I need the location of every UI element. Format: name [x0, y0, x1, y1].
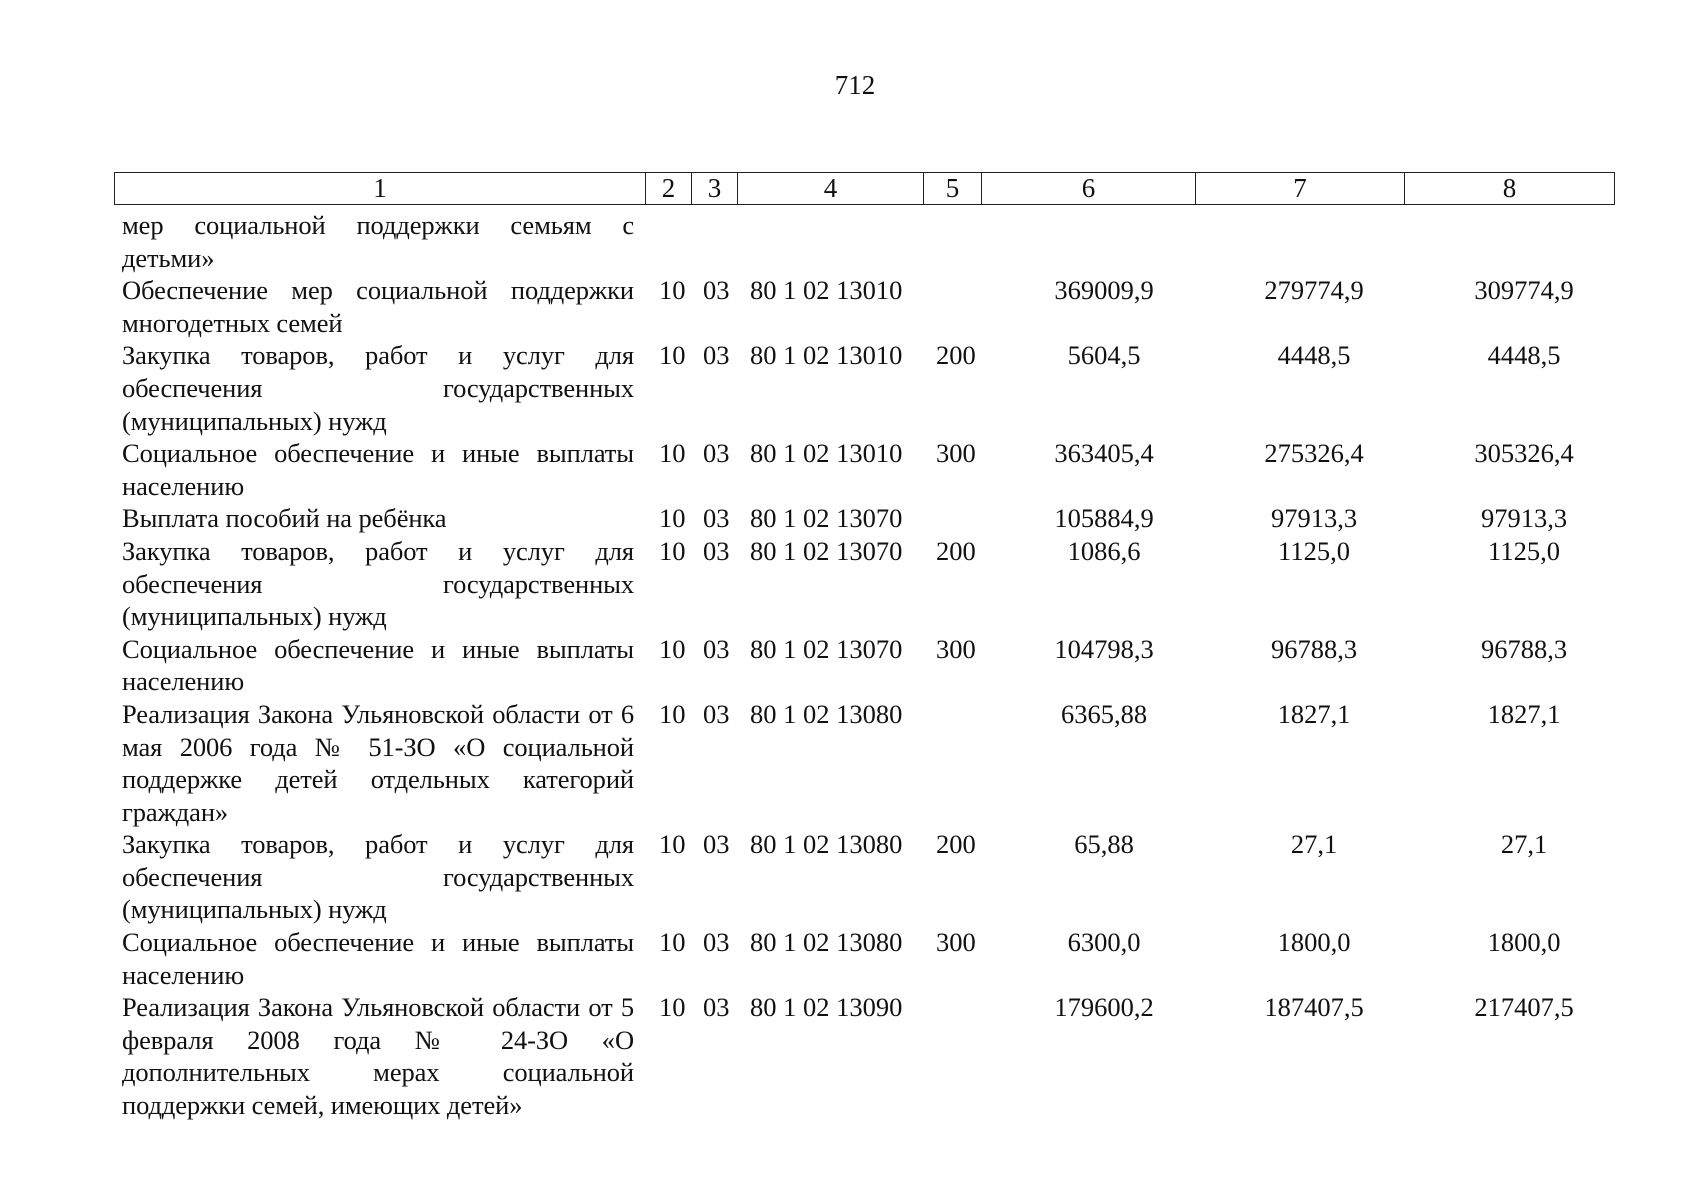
amount-col-6: 369009,9: [1054, 275, 1154, 306]
subsection-code: 03: [703, 992, 730, 1023]
target-article-code: 80 1 02 13070: [750, 535, 903, 566]
expense-type-code: 200: [936, 340, 976, 371]
table-row: [114, 274, 1574, 339]
amount-col-7: 1800,0: [1277, 927, 1351, 958]
section-code: 10: [659, 829, 686, 860]
amount-col-8: 1800,0: [1487, 927, 1561, 958]
table-row: [114, 991, 1574, 1121]
section-code: 10: [659, 698, 686, 729]
table-body: [114, 209, 1574, 1122]
row-description: Социальное обеспечение и иные выплаты населению: [122, 633, 634, 697]
amount-col-8: 27,1: [1500, 829, 1548, 860]
section-code: 10: [659, 275, 686, 306]
header-col-5: 5: [924, 173, 982, 205]
subsection-code: 03: [703, 275, 730, 306]
section-code: 10: [659, 633, 686, 664]
amount-col-6: 105884,9: [1054, 503, 1154, 534]
page-number: 712: [834, 70, 876, 100]
amount-col-8: 96788,3: [1480, 633, 1568, 664]
row-description: Выплата пособий на ребёнка: [122, 503, 447, 534]
table-row: [114, 926, 1561, 991]
header-col-3: 3: [692, 173, 738, 205]
section-code: 10: [659, 340, 686, 371]
table-row: [114, 339, 1561, 437]
subsection-code: 03: [703, 633, 730, 664]
target-article-code: 80 1 02 13080: [750, 829, 903, 860]
row-description: Социальное обеспечение и иные выплаты населению: [122, 438, 634, 501]
target-article-code: 80 1 02 13070: [750, 633, 903, 664]
table-header: [114, 172, 1615, 205]
subsection-code: 03: [703, 829, 730, 860]
section-code: 10: [659, 535, 686, 566]
amount-col-6: 6300,0: [1067, 927, 1141, 958]
amount-col-6: 6365,88: [1060, 698, 1148, 729]
section-code: 10: [659, 503, 686, 534]
table-row: [114, 209, 634, 274]
header-col-1: 1: [115, 173, 646, 205]
amount-col-7: 27,1: [1290, 829, 1338, 860]
subsection-code: 03: [703, 927, 730, 958]
header-col-6: 6: [982, 173, 1196, 205]
target-article-code: 80 1 02 13010: [750, 438, 903, 469]
amount-col-6: 363405,4: [1054, 438, 1154, 469]
expense-type-code: 300: [936, 633, 976, 664]
header-col-8: 8: [1405, 173, 1615, 205]
target-article-code: 80 1 02 13090: [750, 992, 903, 1023]
subsection-code: 03: [703, 438, 730, 469]
row-description: Реализация Закона Ульяновской области от 5 февраля 2008 года № 24-ЗО «О дополнительных мерах социальной поддержки семей, имеющих детей»: [122, 992, 634, 1121]
row-description: Реализация Закона Ульяновской области от 6 мая 2006 года № 51-ЗО «О социальной поддержке детей отдельных категорий граждан»: [122, 698, 634, 827]
row-description: Закупка товаров, работ и услуг для обеспечения государственных (муниципальных) нужд: [122, 340, 634, 436]
header-col-7: 7: [1196, 173, 1405, 205]
amount-col-7: 1827,1: [1277, 698, 1351, 729]
amount-col-8: 217407,5: [1474, 992, 1574, 1023]
header-col-4: 4: [738, 173, 924, 205]
amount-col-6: 65,88: [1074, 829, 1134, 860]
amount-col-8: 1125,0: [1488, 535, 1560, 566]
expense-type-code: 200: [936, 535, 976, 566]
table-row: [114, 633, 1568, 698]
target-article-code: 80 1 02 13010: [750, 275, 903, 306]
row-description: Обеспечение мер социальной поддержки многодетных семей: [122, 275, 634, 338]
amount-col-8: 1827,1: [1487, 698, 1561, 729]
amount-col-6: 5604,5: [1067, 340, 1141, 371]
table-row: [114, 698, 1561, 828]
amount-col-7: 96788,3: [1270, 633, 1358, 664]
header-col-2: 2: [646, 173, 692, 205]
amount-col-7: 275326,4: [1264, 438, 1364, 469]
subsection-code: 03: [703, 340, 730, 371]
subsection-code: 03: [703, 698, 730, 729]
amount-col-7: 1125,0: [1278, 535, 1350, 566]
table-row: [114, 535, 1560, 633]
table-row: [114, 437, 1574, 502]
amount-col-7: 4448,5: [1277, 340, 1351, 371]
amount-col-6: 179600,2: [1054, 992, 1154, 1023]
amount-col-6: 104798,3: [1054, 633, 1154, 664]
subsection-code: 03: [703, 503, 730, 534]
target-article-code: 80 1 02 13080: [750, 927, 903, 958]
row-description: Закупка товаров, работ и услуг для обеспечения государственных (муниципальных) нужд: [122, 535, 634, 632]
target-article-code: 80 1 02 13070: [750, 503, 903, 534]
section-code: 10: [659, 992, 686, 1023]
subsection-code: 03: [703, 535, 730, 566]
amount-col-7: 187407,5: [1264, 992, 1364, 1023]
target-article-code: 80 1 02 13010: [750, 340, 903, 371]
row-description: мер социальной поддержки семьям с детьми»: [122, 210, 634, 273]
amount-col-6: 1086,6: [1067, 535, 1141, 566]
amount-col-7: 279774,9: [1264, 275, 1364, 306]
row-description: Социальное обеспечение и иные выплаты населению: [122, 927, 634, 990]
row-description: Закупка товаров, работ и услуг для обеспечения государственных (муниципальных) нужд: [122, 829, 634, 925]
expense-type-code: 200: [936, 829, 976, 860]
target-article-code: 80 1 02 13080: [750, 698, 903, 729]
amount-col-8: 305326,4: [1474, 438, 1574, 469]
expense-type-code: 300: [936, 438, 976, 469]
amount-col-8: 4448,5: [1487, 340, 1561, 371]
amount-col-8: 309774,9: [1474, 275, 1574, 306]
table-row: [114, 828, 1548, 926]
expense-type-code: 300: [936, 927, 976, 958]
amount-col-7: 97913,3: [1270, 503, 1358, 534]
section-code: 10: [659, 927, 686, 958]
table-row: [114, 502, 1568, 535]
section-code: 10: [659, 438, 686, 469]
amount-col-8: 97913,3: [1480, 503, 1568, 534]
